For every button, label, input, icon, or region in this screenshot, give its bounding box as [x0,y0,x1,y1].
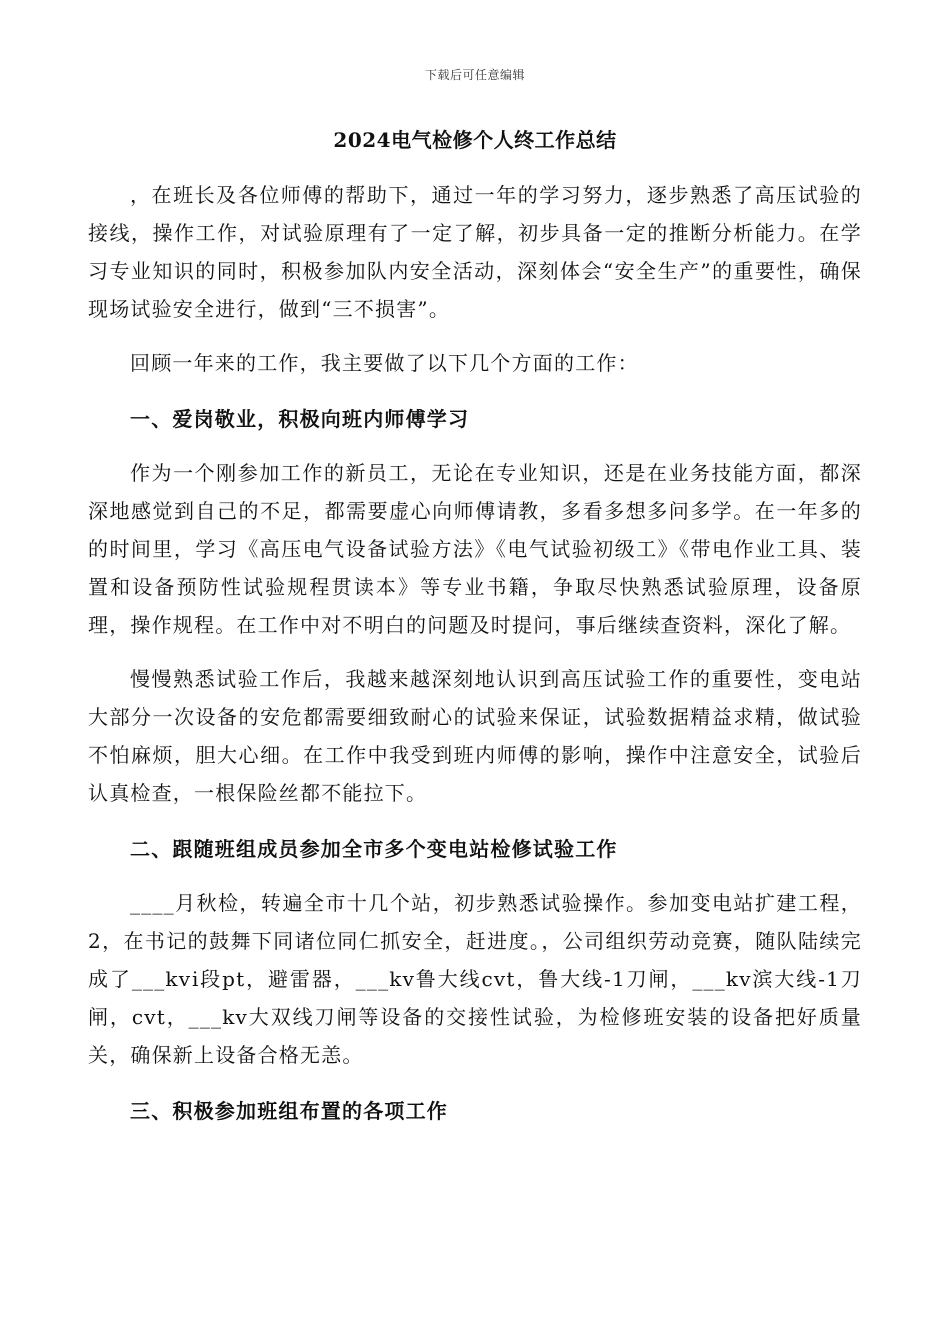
document-body [88,176,862,1130]
section-heading-3: 三、积极参加班组布置的各项工作 [130,1099,448,1123]
paragraph-intro: ，在班长及各位师傅的帮助下，通过一年的学习努力，逐步熟悉了高压试验的接线，操作工作，对试验原理有了一定了解，初步具备一定的推断分析能力。在学习专业知识的同时，积极参加队内安全活动，深刻体会“安全生产”的重要性，确保现场试验安全进行，做到“三不损害”。 [88,183,862,321]
section-heading-2: 二、跟随班组成员参加全市多个变电站检修试验工作 [130,837,618,861]
paragraph-substation-work: ____月秋检，转遍全市十几个站，初步熟悉试验操作。参加变电站扩建工程，2，在书记的鼓舞下同诸位同仁抓安全，赶进度。，公司组织劳动竞赛，随队陆续完成了___kvⅰ段pt，避雷器，___kv鲁大线cvt，鲁大线-1刀闸，___kv滨大线-1刀闸，cvt，___kv大双线刀闸等设备的交接性试验，为检修班安装的设备把好质量关，确保新上设备合格无恙。 [88,891,862,1067]
paragraph-study: 作为一个刚参加工作的新员工，无论在专业知识，还是在业务技能方面，都深深地感觉到自己的不足，都需要虚心向师傅请教，多看多想多问多学。在一年多的的时间里，学习《高压电气设备试验方法》《电气试验初级工》《带电作业工具、装置和设备预防性试验规程贯读本》等专业书籍，争取尽快熟悉试验原理，设备原理，操作规程。在工作中对不明白的问题及时提问，事后继续查资料，深化了解。 [88,461,862,637]
document-title: 2024电气检修个人终工作总结 [333,128,617,152]
section-heading-1: 一、爱岗敬业，积极向班内师傅学习 [130,407,470,431]
header-note: 下载后可任意编辑 [424,68,525,82]
paragraph-importance: 慢慢熟悉试验工作后，我越来越深刻地认识到高压试验工作的重要性，变电站大部分一次设备的安危都需要细致耐心的试验来保证，试验数据精益求精，做试验不怕麻烦，胆大心细。在工作中我受到班内师傅的影响，操作中注意安全，试验后认真检查，一根保险丝都不能拉下。 [88,667,862,805]
paragraph-review: 回顾一年来的工作，我主要做了以下几个方面的工作： [130,351,639,375]
